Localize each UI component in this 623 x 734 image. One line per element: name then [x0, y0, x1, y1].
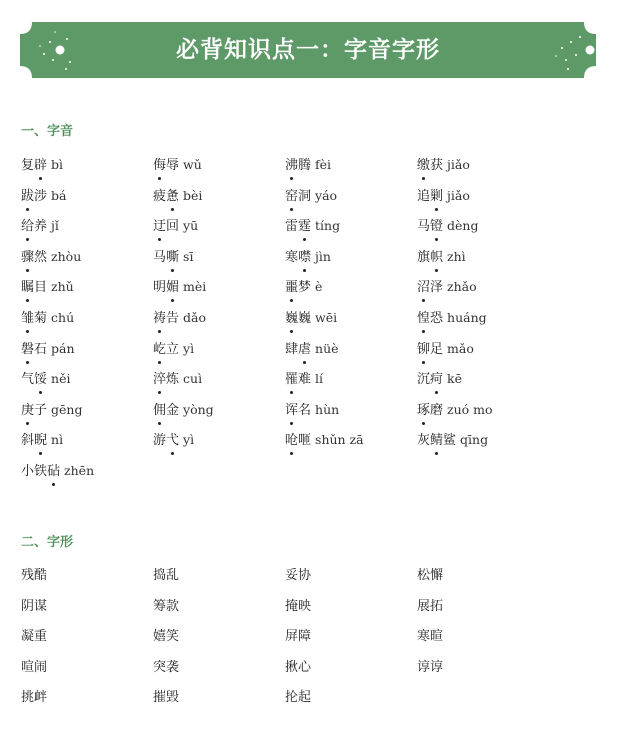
vocab-word: 肆虐: [285, 342, 311, 357]
glyph-item: 喧闹: [21, 659, 48, 675]
pronunciation-item: [417, 308, 487, 328]
vocab-word: 跋涉: [21, 189, 47, 204]
pinyin-label: mèi: [183, 279, 207, 295]
pronunciation-item: [417, 155, 470, 175]
pronunciation-item: [153, 247, 193, 267]
pronunciation-item: [21, 308, 74, 328]
glyph-item: 摧毁: [153, 690, 180, 706]
pronunciation-item: [285, 430, 364, 450]
vocab-word: 寒噤: [285, 250, 311, 265]
pronunciation-item: [417, 430, 488, 450]
pinyin-label: fèi: [315, 157, 332, 172]
pinyin-label: něi: [51, 371, 71, 387]
vocab-word: 马镫: [417, 219, 443, 234]
pronunciation-item: [417, 369, 462, 389]
vocab-word: 气馁: [21, 372, 47, 387]
glyph-item: 凝重: [21, 629, 48, 645]
vocab-word: 琢磨: [417, 403, 443, 418]
vocab-word: 窑洞: [285, 189, 311, 204]
pinyin-label: qīng: [460, 432, 489, 448]
pronunciation-item: [285, 308, 337, 328]
pinyin-label: dǎo: [183, 310, 207, 325]
vocab-word: 诨名: [285, 403, 311, 418]
pinyin-label: yū: [183, 218, 199, 234]
pronunciation-item: [153, 339, 194, 359]
pinyin-label: gēng: [51, 401, 83, 417]
pinyin-label: jiǎo: [447, 187, 470, 203]
pronunciation-item: [153, 277, 206, 297]
pinyin-label: zhǔ: [51, 279, 74, 295]
glyph-item: 谆谆: [417, 659, 444, 675]
vocab-word: 瞩目: [21, 280, 47, 295]
glyph-item: 捣乱: [153, 568, 180, 583]
pinyin-label: è: [315, 279, 323, 295]
glyph-item: 嬉笑: [153, 629, 180, 645]
pinyin-label: zhǎo: [447, 279, 477, 295]
title-banner: [20, 22, 596, 78]
pinyin-label: pán: [51, 340, 75, 356]
pinyin-label: bá: [51, 187, 67, 203]
glyph-item: 挑衅: [21, 690, 48, 706]
pronunciation-item: [21, 155, 63, 175]
pronunciation-item: [417, 216, 478, 236]
vocab-word: 呛咂: [285, 433, 311, 448]
pronunciation-item: [153, 308, 206, 328]
pronunciation-item: [417, 186, 470, 206]
pinyin-label: yì: [183, 340, 195, 356]
pronunciation-item: [285, 186, 337, 206]
pinyin-label: zhòu: [51, 248, 82, 264]
vocab-word: 给养: [21, 219, 47, 234]
pinyin-label: nì: [51, 432, 64, 448]
pronunciation-item: [21, 186, 67, 206]
vocab-word: 磐石: [21, 342, 47, 357]
pinyin-label: shǔn zā: [315, 432, 364, 448]
vocab-word: 雏菊: [21, 311, 47, 326]
glyph-item: 阴谋: [21, 598, 48, 614]
glyph-item: 残酷: [21, 568, 48, 583]
vocab-word: 游弋: [153, 433, 179, 448]
section-heading-glyphs: 二、字形: [21, 535, 74, 550]
vocab-word: 复辟: [21, 158, 47, 173]
pinyin-label: hùn: [315, 401, 340, 417]
glyph-item: 妥协: [285, 568, 312, 583]
pinyin-label: zhì: [447, 248, 466, 264]
glyph-item: 寒暄: [417, 629, 444, 645]
vocab-word: 铆足: [417, 342, 443, 357]
glyph-item: 松懈: [417, 568, 444, 583]
vocab-word: 迂回: [153, 219, 179, 234]
pronunciation-item: [21, 247, 81, 267]
vocab-word: 明媚: [153, 280, 179, 295]
glyph-item: 屏障: [285, 629, 312, 645]
glyph-item: 掩映: [285, 598, 312, 614]
vocab-word: 沉疴: [417, 372, 443, 387]
pinyin-label: jiǎo: [447, 157, 470, 172]
pronunciation-item: [153, 400, 214, 420]
pinyin-label: huáng: [447, 310, 487, 325]
pronunciation-item: [285, 400, 339, 420]
vocab-word: 追剿: [417, 189, 443, 204]
vocab-word: 祷告: [153, 311, 179, 326]
pronunciation-item: [153, 430, 194, 450]
pronunciation-item: [417, 339, 474, 359]
pinyin-label: mǎo: [447, 340, 474, 356]
pinyin-label: jǐ: [51, 218, 59, 234]
pronunciation-item: [21, 400, 82, 420]
pinyin-label: lí: [315, 371, 324, 387]
vocab-word: 疲惫: [153, 189, 179, 204]
pinyin-label: cuì: [183, 371, 203, 387]
pinyin-label: sī: [183, 248, 194, 264]
pinyin-label: yáo: [315, 187, 338, 203]
pinyin-label: yì: [183, 432, 195, 448]
pronunciation-item: [21, 216, 59, 236]
pinyin-label: wēi: [315, 310, 338, 325]
pinyin-label: bèi: [183, 187, 203, 203]
pronunciation-item: [285, 216, 340, 236]
pinyin-label: kē: [447, 371, 463, 387]
vocab-word: 雷霆: [285, 219, 311, 234]
vocab-word: 骤然: [21, 250, 47, 265]
vocab-word: 斜睨: [21, 433, 47, 448]
vocab-word: 马嘶: [153, 250, 179, 265]
pronunciation-item: [285, 247, 331, 267]
pinyin-label: bì: [51, 157, 64, 172]
vocab-word: 庚子: [21, 403, 47, 418]
vocab-word: 旗帜: [417, 250, 443, 265]
glyph-item: 揪心: [285, 659, 312, 675]
pinyin-label: tíng: [315, 218, 341, 234]
pronunciation-item: [285, 339, 339, 359]
pronunciation-item: [21, 339, 75, 359]
pinyin-label: wǔ: [183, 157, 202, 172]
vocab-word: 小铁砧: [21, 464, 60, 479]
pronunciation-item: [21, 369, 70, 389]
vocab-word: 沸腾: [285, 158, 311, 173]
vocab-word: 佣金: [153, 403, 179, 418]
pinyin-label: jìn: [315, 248, 331, 264]
vocab-word: 沼泽: [417, 280, 443, 295]
pronunciation-item: [153, 155, 202, 175]
vocab-word: 噩梦: [285, 280, 311, 295]
vocab-word: 淬炼: [153, 372, 179, 387]
page-title: 必背知识点一：字音字形: [176, 37, 440, 63]
pronunciation-item: [153, 186, 202, 206]
glyph-item: 筹款: [153, 598, 180, 614]
pronunciation-item: [417, 400, 493, 420]
vocab-word: 罹难: [285, 372, 311, 387]
pronunciation-item: [21, 277, 74, 297]
section-heading-pronunciation: 一、字音: [21, 124, 74, 139]
pronunciation-item: [21, 461, 94, 481]
glyph-item: 突袭: [153, 659, 180, 675]
vocab-word: 缴获: [417, 158, 443, 173]
pinyin-label: yòng: [183, 401, 214, 417]
pinyin-label: zuó mo: [447, 401, 493, 417]
pronunciation-item: [417, 247, 466, 267]
pinyin-label: nüè: [315, 340, 339, 356]
pronunciation-item: [153, 216, 198, 236]
vocab-word: 灰鲭鲨: [417, 433, 456, 448]
pronunciation-item: [153, 369, 202, 389]
vocab-word: 侮辱: [153, 158, 179, 173]
pronunciation-item: [417, 277, 477, 297]
pinyin-label: zhēn: [64, 463, 95, 478]
vocab-word: 惶恐: [417, 311, 443, 326]
pinyin-label: chú: [51, 310, 75, 325]
pronunciation-item: [21, 430, 63, 450]
pronunciation-item: [285, 277, 322, 297]
pronunciation-item: [285, 155, 331, 175]
pronunciation-item: [285, 369, 323, 389]
vocab-word: 屹立: [153, 342, 179, 357]
vocab-word: 巍巍: [285, 311, 311, 326]
glyph-item: 展拓: [417, 598, 444, 614]
pinyin-label: dèng: [447, 218, 479, 234]
glyph-item: 抡起: [285, 690, 312, 706]
